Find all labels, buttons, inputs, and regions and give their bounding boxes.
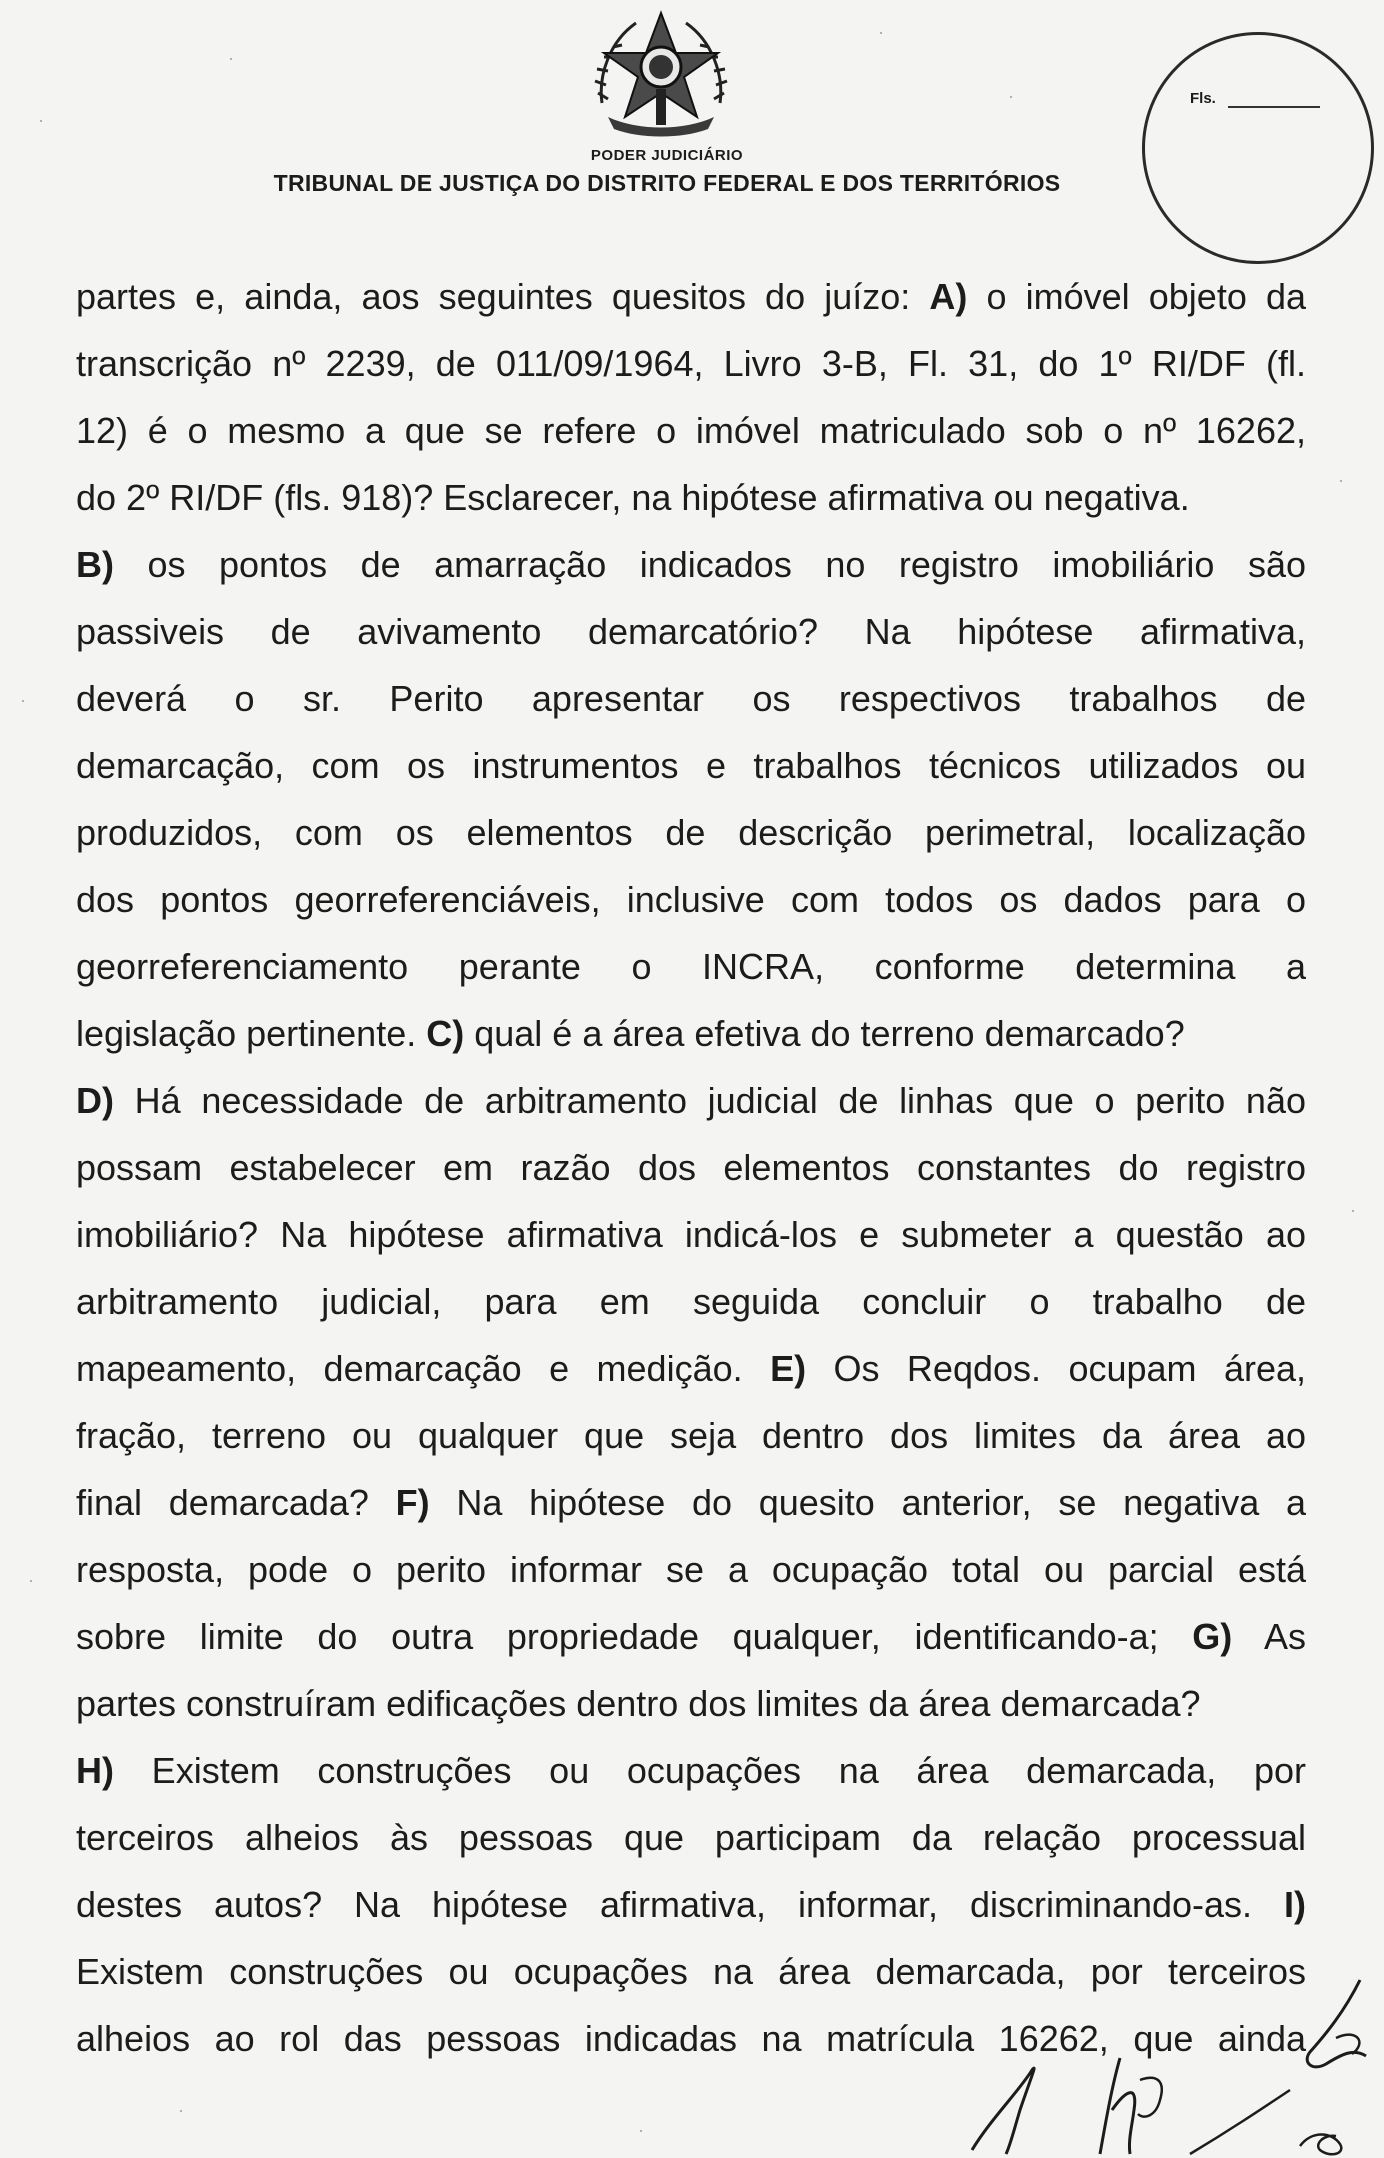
scan-speck bbox=[640, 2130, 642, 2132]
text-line bbox=[76, 1201, 1306, 1268]
document-body bbox=[76, 263, 1306, 2072]
text-segment: resposta, pode o perito informar se a ocupação total ou parcial está bbox=[76, 1549, 1306, 1590]
text-line bbox=[76, 397, 1306, 464]
scan-speck bbox=[1340, 480, 1342, 482]
text-segment: As bbox=[1232, 1616, 1306, 1657]
text-segment: possam estabelecer em razão dos elementos constantes do registro bbox=[76, 1147, 1306, 1188]
text-line bbox=[76, 1670, 1306, 1737]
handwritten-signature-icon bbox=[960, 2050, 1380, 2158]
text-line bbox=[76, 1134, 1306, 1201]
question-marker: B) bbox=[76, 544, 114, 585]
text-line bbox=[76, 1938, 1306, 2005]
text-segment: arbitramento judicial, para em seguida concluir o trabalho de bbox=[76, 1281, 1306, 1322]
text-line bbox=[76, 1402, 1306, 1469]
text-segment: dos pontos georreferenciáveis, inclusive com todos os dados para o bbox=[76, 879, 1306, 920]
text-segment: georreferenciamento perante o INCRA, conforme determina a bbox=[76, 946, 1306, 987]
scan-speck bbox=[30, 1580, 32, 1582]
text-segment: partes e, ainda, aos seguintes quesitos do juízo: bbox=[76, 276, 930, 317]
page-number-label: Fls. bbox=[1190, 90, 1216, 107]
text-segment: alheios ao rol das pessoas indicadas na matrícula 16262, que ainda bbox=[76, 2018, 1306, 2059]
text-segment: qual é a área efetiva do terreno demarcado? bbox=[464, 1013, 1185, 1054]
text-segment: final demarcada? bbox=[76, 1482, 396, 1523]
question-marker: A) bbox=[929, 276, 968, 317]
text-line bbox=[76, 1335, 1306, 1402]
text-segment: Na hipótese do quesito anterior, se negativa a bbox=[429, 1482, 1306, 1523]
text-line bbox=[76, 1469, 1306, 1536]
text-segment: transcrição nº 2239, de 011/09/1964, Livro 3-B, Fl. 31, do 1º RI/DF (fl. bbox=[76, 343, 1306, 384]
coat-of-arms-icon bbox=[588, 5, 734, 141]
page-number-blank bbox=[1228, 106, 1320, 108]
text-line bbox=[76, 1603, 1306, 1670]
text-segment: Há necessidade de arbitramento judicial de linhas que o perito não bbox=[114, 1080, 1306, 1121]
scan-speck bbox=[180, 2110, 182, 2112]
text-segment: passiveis de avivamento demarcatório? Na hipótese afirmativa, bbox=[76, 611, 1306, 652]
question-marker: G) bbox=[1192, 1616, 1233, 1657]
text-segment: demarcação, com os instrumentos e trabalhos técnicos utilizados ou bbox=[76, 745, 1306, 786]
scan-speck bbox=[40, 120, 42, 122]
question-marker: E) bbox=[770, 1348, 807, 1389]
text-line bbox=[76, 732, 1306, 799]
text-segment: o imóvel objeto da bbox=[967, 276, 1306, 317]
text-line bbox=[76, 263, 1306, 330]
text-line bbox=[76, 665, 1306, 732]
text-segment: sobre limite do outra propriedade qualquer, identificando-a; bbox=[76, 1616, 1193, 1657]
text-segment: deverá o sr. Perito apresentar os respectivos trabalhos de bbox=[76, 678, 1306, 719]
text-segment: Os Reqdos. ocupam área, bbox=[806, 1348, 1306, 1389]
text-segment: partes construíram edificações dentro dos limites da área demarcada? bbox=[76, 1683, 1201, 1724]
text-line bbox=[76, 330, 1306, 397]
page-number-stamp bbox=[1142, 32, 1374, 264]
scan-speck bbox=[880, 32, 882, 34]
scan-speck bbox=[230, 58, 232, 60]
scan-speck bbox=[1010, 96, 1012, 98]
text-line bbox=[76, 1804, 1306, 1871]
text-segment: 12) é o mesmo a que se refere o imóvel matriculado sob o nº 16262, bbox=[76, 410, 1306, 451]
text-segment: mapeamento, demarcação e medição. bbox=[76, 1348, 771, 1389]
text-line bbox=[76, 1737, 1306, 1804]
text-segment: terceiros alheios às pessoas que participam da relação processual bbox=[76, 1817, 1306, 1858]
scan-speck bbox=[1352, 1210, 1354, 1212]
text-segment: fração, terreno ou qualquer que seja dentro dos limites da área ao bbox=[76, 1415, 1306, 1456]
text-segment: Existem construções ou ocupações na área demarcada, por bbox=[114, 1750, 1306, 1791]
scan-speck bbox=[22, 700, 24, 702]
question-marker: F) bbox=[395, 1482, 430, 1523]
text-line bbox=[76, 933, 1306, 1000]
question-marker: D) bbox=[76, 1080, 114, 1121]
court-name: TRIBUNAL DE JUSTIÇA DO DISTRITO FEDERAL E DOS TERRITÓRIOS bbox=[273, 170, 1061, 196]
text-line bbox=[76, 598, 1306, 665]
text-line bbox=[76, 1000, 1306, 1067]
question-marker: H) bbox=[76, 1750, 114, 1791]
text-line bbox=[76, 1067, 1306, 1134]
court-organization: PODER JUDICIÁRIO bbox=[590, 147, 744, 164]
text-segment: imobiliário? Na hipótese afirmativa indicá-los e submeter a questão ao bbox=[76, 1214, 1306, 1255]
text-line bbox=[76, 866, 1306, 933]
text-segment: produzidos, com os elementos de descrição perimetral, localização bbox=[76, 812, 1306, 853]
text-segment: destes autos? Na hipótese afirmativa, informar, discriminando-as. bbox=[76, 1884, 1284, 1925]
text-line bbox=[76, 1536, 1306, 1603]
text-segment: do 2º RI/DF (fls. 918)? Esclarecer, na hipótese afirmativa ou negativa. bbox=[76, 477, 1190, 518]
text-line bbox=[76, 799, 1306, 866]
text-line bbox=[76, 1268, 1306, 1335]
question-marker: I) bbox=[1284, 1884, 1306, 1925]
text-line bbox=[76, 1871, 1306, 1938]
text-segment: Existem construções ou ocupações na área demarcada, por terceiros bbox=[76, 1951, 1306, 1992]
text-line bbox=[76, 531, 1306, 598]
question-marker: C) bbox=[426, 1013, 465, 1054]
text-segment: legislação pertinente. bbox=[76, 1013, 427, 1054]
text-line bbox=[76, 464, 1306, 531]
text-segment: os pontos de amarração indicados no registro imobiliário são bbox=[114, 544, 1306, 585]
